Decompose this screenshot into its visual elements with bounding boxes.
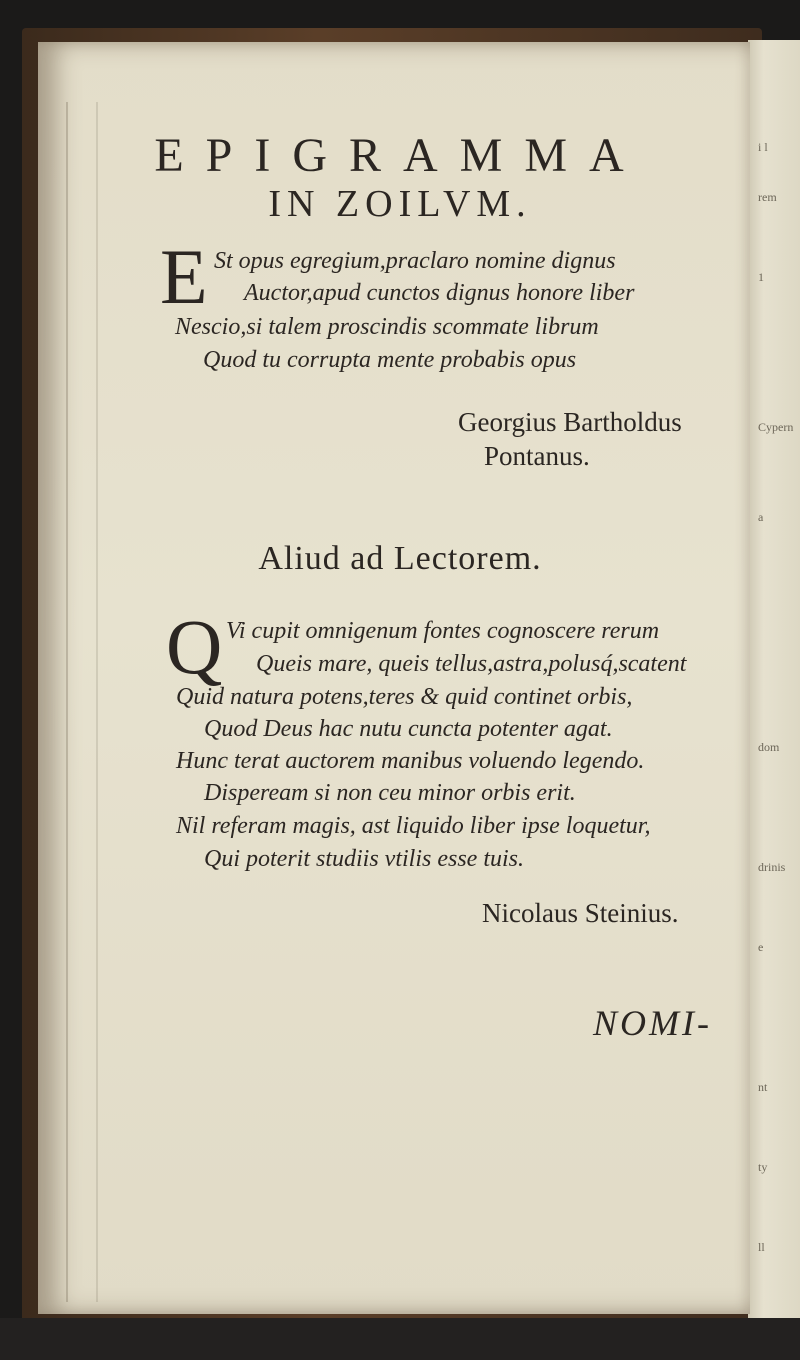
adjacent-text-fragment: a xyxy=(758,510,764,524)
verse-line: Nescio,si talem proscindis scommate librum xyxy=(175,314,599,340)
verse-line: Quid natura potens,teres & quid continet orbis, xyxy=(176,684,633,710)
adjacent-text-fragment: rem xyxy=(758,190,777,204)
adjacent-text-fragment: Cypern xyxy=(758,420,794,434)
drop-cap-q: Q xyxy=(166,603,223,690)
epigram-subtitle: IN ZOILVM. xyxy=(268,183,532,225)
adjacent-text-fragment: dom xyxy=(758,740,780,754)
gutter-shadow-line xyxy=(66,102,68,1302)
adjacent-text-fragment: i l xyxy=(758,140,768,154)
book-page xyxy=(38,42,750,1314)
section-heading: Aliud ad Lectorem. xyxy=(258,540,542,577)
adjacent-text-fragment: drinis xyxy=(758,860,786,874)
verse-line: Qui poterit studiis vtilis esse tuis. xyxy=(204,846,525,872)
signature-place: Pontanus. xyxy=(484,441,590,471)
adjacent-text-fragment: ty xyxy=(758,1160,768,1174)
verse-line: Nil referam magis, ast liquido liber ipse loquetur, xyxy=(176,813,651,839)
scan-bottom-edge xyxy=(0,1318,800,1360)
verse-line: Queis mare, queis tellus,astra,polusq́,scatent xyxy=(256,651,687,677)
verse-line: Auctor,apud cunctos dignus honore liber xyxy=(244,280,635,306)
epigram-title: EPIGRAMMA xyxy=(154,129,646,182)
verse-line: Hunc terat auctorem manibus voluendo legendo. xyxy=(176,748,645,774)
adjacent-text-fragment: e xyxy=(758,940,764,954)
adjacent-text-fragment: nt xyxy=(758,1080,768,1094)
verse-line: Quod tu corrupta mente probabis opus xyxy=(203,347,577,373)
adjacent-text-fragment: 1 xyxy=(758,270,764,284)
adjacent-page-edge xyxy=(748,40,800,1330)
verse-line: Dispeream si non ceu minor orbis erit. xyxy=(204,780,576,806)
signature-name: Nicolaus Steinius. xyxy=(482,898,679,928)
verse-line: Vi cupit omnigenum fontes cognoscere rerum xyxy=(226,618,660,644)
signature-name: Georgius Bartholdus xyxy=(458,407,682,437)
gutter-shadow-line xyxy=(96,102,98,1302)
adjacent-text-fragment: ll xyxy=(758,1240,765,1254)
catchword: NOMI- xyxy=(593,1003,712,1043)
verse-line: St opus egregium,praclaro nomine dignus xyxy=(214,248,616,274)
verse-line: Quod Deus hac nutu cuncta potenter agat. xyxy=(204,716,613,742)
drop-cap-e: E xyxy=(160,233,208,320)
